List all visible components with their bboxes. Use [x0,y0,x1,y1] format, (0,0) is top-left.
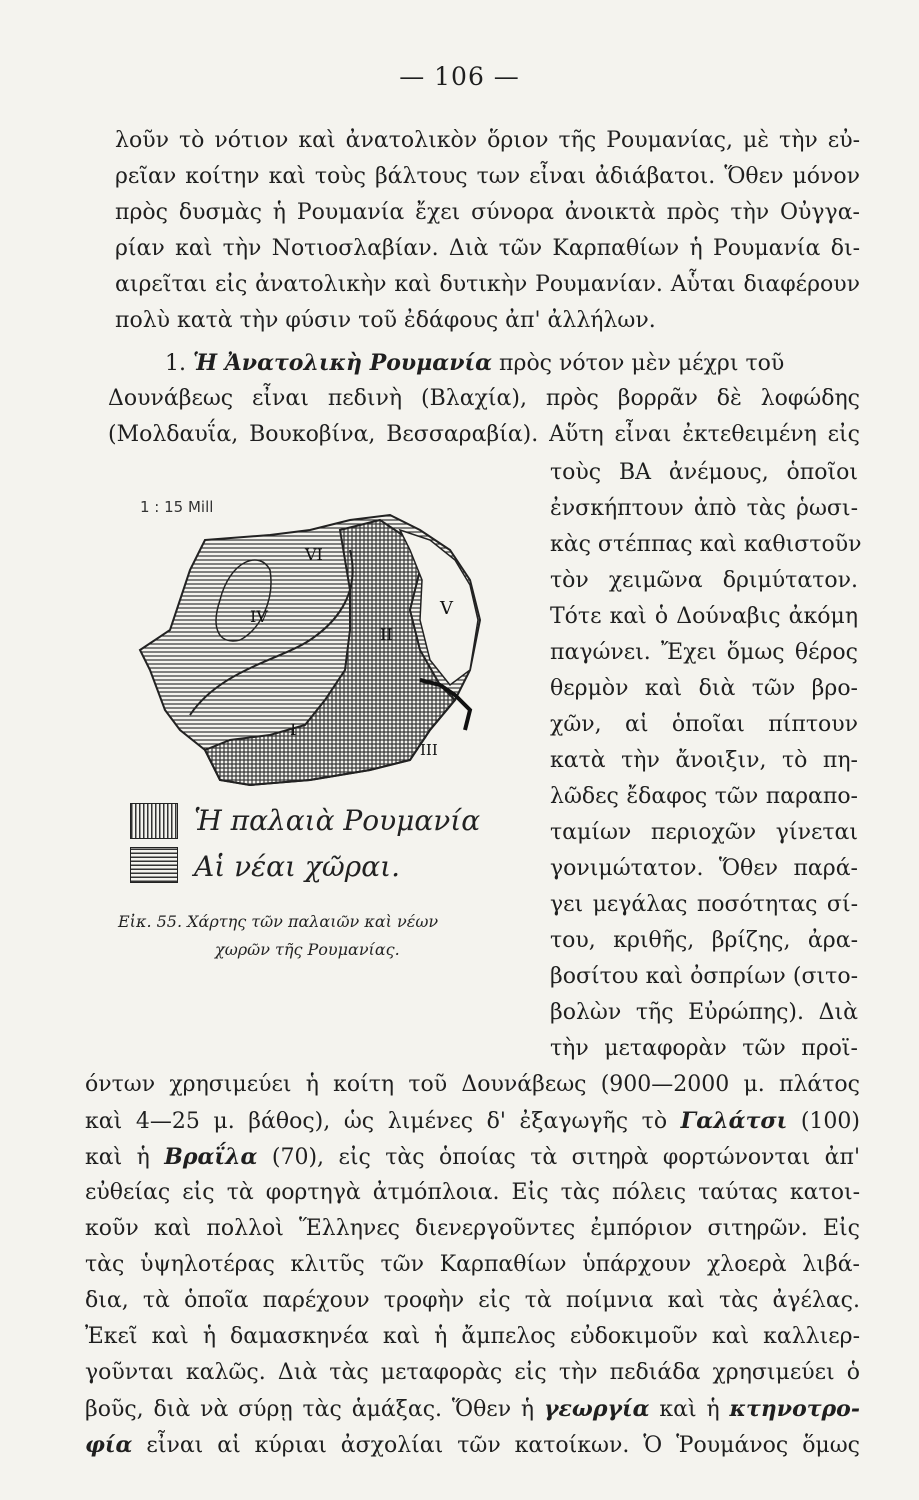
paragraph-2-line-7: δια, τὰ ὁποῖα παρέχουν τροφὴν εἰς τὰ ποίμνια καὶ τὰς ἀγέλας. [85,1288,860,1313]
section-heading: Ἡ Ἀνατολικὴ Ρουμανία [193,350,493,376]
right-column-line-2: ἐνσκήπτουν ἀπὸ τὰς ῥωσι- [550,496,858,521]
paragraph-2-line-4: εὐθείας εἰς τὰ φορτηγὰ ἀτμόπλοια. Εἰς τὰς πόλεις ταύτας κατοι- [85,1180,860,1205]
section-1-heading-line [165,348,784,379]
paragraph-1-line-1: λοῦν τὸ νότιον καὶ ἀνατολικὸν ὅριον τῆς Ρουμανίας, μὲ τὴν εὐ- [115,128,860,153]
map-label-vi: VI [305,545,323,564]
section-number: 1. [165,351,186,376]
legend-swatch-old [130,803,178,839]
map-scale-label: 1 : 15 Mill [140,498,214,516]
paragraph-1-line-2: ρεῖαν κοίτην καὶ τοὺς βάλτους των εἶναι ἀδιάβατοι. Ὅθεν μόνον [115,164,860,189]
port-braila: Βραΐλα [164,1144,258,1170]
right-column-line-5: Τότε καὶ ὁ Δούναβις ἀκόμη [550,604,858,629]
right-column-line-10: λῶδες ἔδαφος τῶν παραπο- [550,784,858,809]
right-column-line-13: γει μεγάλας ποσότητας σί- [550,892,858,917]
paragraph-2-line-6: τὰς ὑψηλοτέρας κλιτῦς τῶν Καρπαθίων ὑπάρχουν χλοερὰ λιβά- [85,1252,860,1277]
paragraph-1-line-6: πολὺ κατὰ τὴν φύσιν τοῦ ἐδάφους ἀπ' ἀλλήλων. [115,308,656,333]
paragraph-1-line-4: ρίαν καὶ τὴν Νοτιοσλαβίαν. Διὰ τῶν Καρπαθίων ἡ Ρουμανία δι- [115,236,860,261]
right-column-line-1: τοὺς ΒΑ ἀνέμους, ὁποῖοι [550,460,858,485]
right-column-line-14: του, κριθῆς, βρίζης, ἀρα- [550,928,858,953]
legend-text-new: Αἱ νέαι χῶραι. [194,850,400,883]
paragraph-2-line-9: γοῦνται καλῶς. Διὰ τὰς μεταφορὰς εἰς τὴν πεδιάδα χρησιμεύει ὁ [85,1360,860,1385]
right-column-line-9: κατὰ τὴν ἄνοιξιν, τὸ πη- [550,748,858,773]
romania-map [110,490,530,820]
paragraph-2-line-5: κοῦν καὶ πολλοὶ Ἕλληνες διενεργοῦντες ἐμπόριον σιτηρῶν. Εἰς [85,1216,860,1241]
page-number: — 106 — [399,62,520,91]
port-galatsi: Γαλάτσι [680,1108,788,1134]
map-label-v: V [440,598,453,619]
paragraph-2-line-10: βοῦς, διὰ νὰ σύρῃ τὰς ἁμάξας. Ὅθεν ἡ γεωργία καὶ ἡ κτηνοτρο- [85,1396,860,1422]
section-line-1-rest: πρὸς νότον μὲν μέχρι τοῦ [499,351,785,376]
figure-caption-line-1: Εἰκ. 55. Χάρτης τῶν παλαιῶν καὶ νέων [118,912,439,931]
paragraph-2-line-3: καὶ ἡ Βραΐλα (70), εἰς τὰς ὁποίας τὰ σιτηρὰ φορτώνονται ἀπ' [85,1144,860,1170]
right-column-line-7: θερμὸν καὶ διὰ τῶν βρο- [550,676,858,701]
right-column-line-12: γονιμώτατον. Ὅθεν παρά- [550,856,858,881]
right-column-line-6: παγώνει. Ἔχει ὅμως θέρος [550,640,858,665]
map-label-iv: IV [250,607,268,626]
paragraph-2-line-1: όντων χρησιμεύει ἡ κοίτη τοῦ Δουνάβεως (900—2000 μ. πλάτος [85,1072,860,1097]
right-column-line-8: χῶν, αἱ ὁποῖαι πίπτουν [550,712,858,737]
term-georgia: γεωργία [543,1396,650,1422]
paragraph-1-line-3: πρὸς δυσμὰς ἡ Ρουμανία ἔχει σύνορα ἀνοικτὰ πρὸς τὴν Οὐγγα- [115,200,860,225]
paragraph-2-line-2: καὶ 4—25 μ. βάθος), ὡς λιμένες δ' ἐξαγωγῆς τὸ Γαλάτσι (100) [85,1108,861,1134]
term-ktinotrofia: κτηνοτρο- [729,1396,860,1422]
section-1-line-3: (Μολδαυΐα, Βουκοβίνα, Βεσσαραβία). Αὕτη εἶναι ἐκτεθειμένη εἰς [108,422,860,447]
right-column-line-11: ταμίων περιοχῶν γίνεται [550,820,858,845]
right-column-line-4: τὸν χειμῶνα δριμύτατον. [550,568,858,593]
right-column-line-16: βολὼν τῆς Εὐρώπης). Διὰ [550,1000,858,1025]
figure-map [110,490,530,910]
legend-text-old: Ἡ παλαιὰ Ρουμανία [194,804,481,837]
map-label-iii: III [420,741,438,759]
paragraph-1-line-5: αιρεῖται εἰς ἀνατολικὴν καὶ δυτικὴν Ρουμανίαν. Αὗται διαφέρουν [115,272,860,297]
right-column-line-17: τὴν μεταφορὰν τῶν προϊ- [550,1036,858,1061]
right-column-line-3: κὰς στέππας καὶ καθιστοῦν [550,532,862,557]
legend-swatch-new [130,847,178,883]
map-label-ii: II [380,625,393,644]
paragraph-2-line-11: φία εἶναι αἱ κύριαι ἀσχολίαι τῶν κατοίκων. Ὁ Ῥουμάνος ὅμως [85,1432,860,1458]
figure-caption-line-2: χωρῶν τῆς Ρουμανίας. [215,940,400,959]
section-1-line-2: Δουνάβεως εἶναι πεδινὴ (Βλαχία), πρὸς βορρᾶν δὲ λοφώδης [108,386,860,411]
map-label-i: I [290,720,297,739]
right-column-line-15: βοσίτου καὶ ὀσπρίων (σιτο- [550,964,858,989]
paragraph-2-line-8: Ἐκεῖ καὶ ἡ δαμασκηνέα καὶ ἡ ἄμπελος εὐδοκιμοῦν καὶ καλλιερ- [85,1324,860,1349]
